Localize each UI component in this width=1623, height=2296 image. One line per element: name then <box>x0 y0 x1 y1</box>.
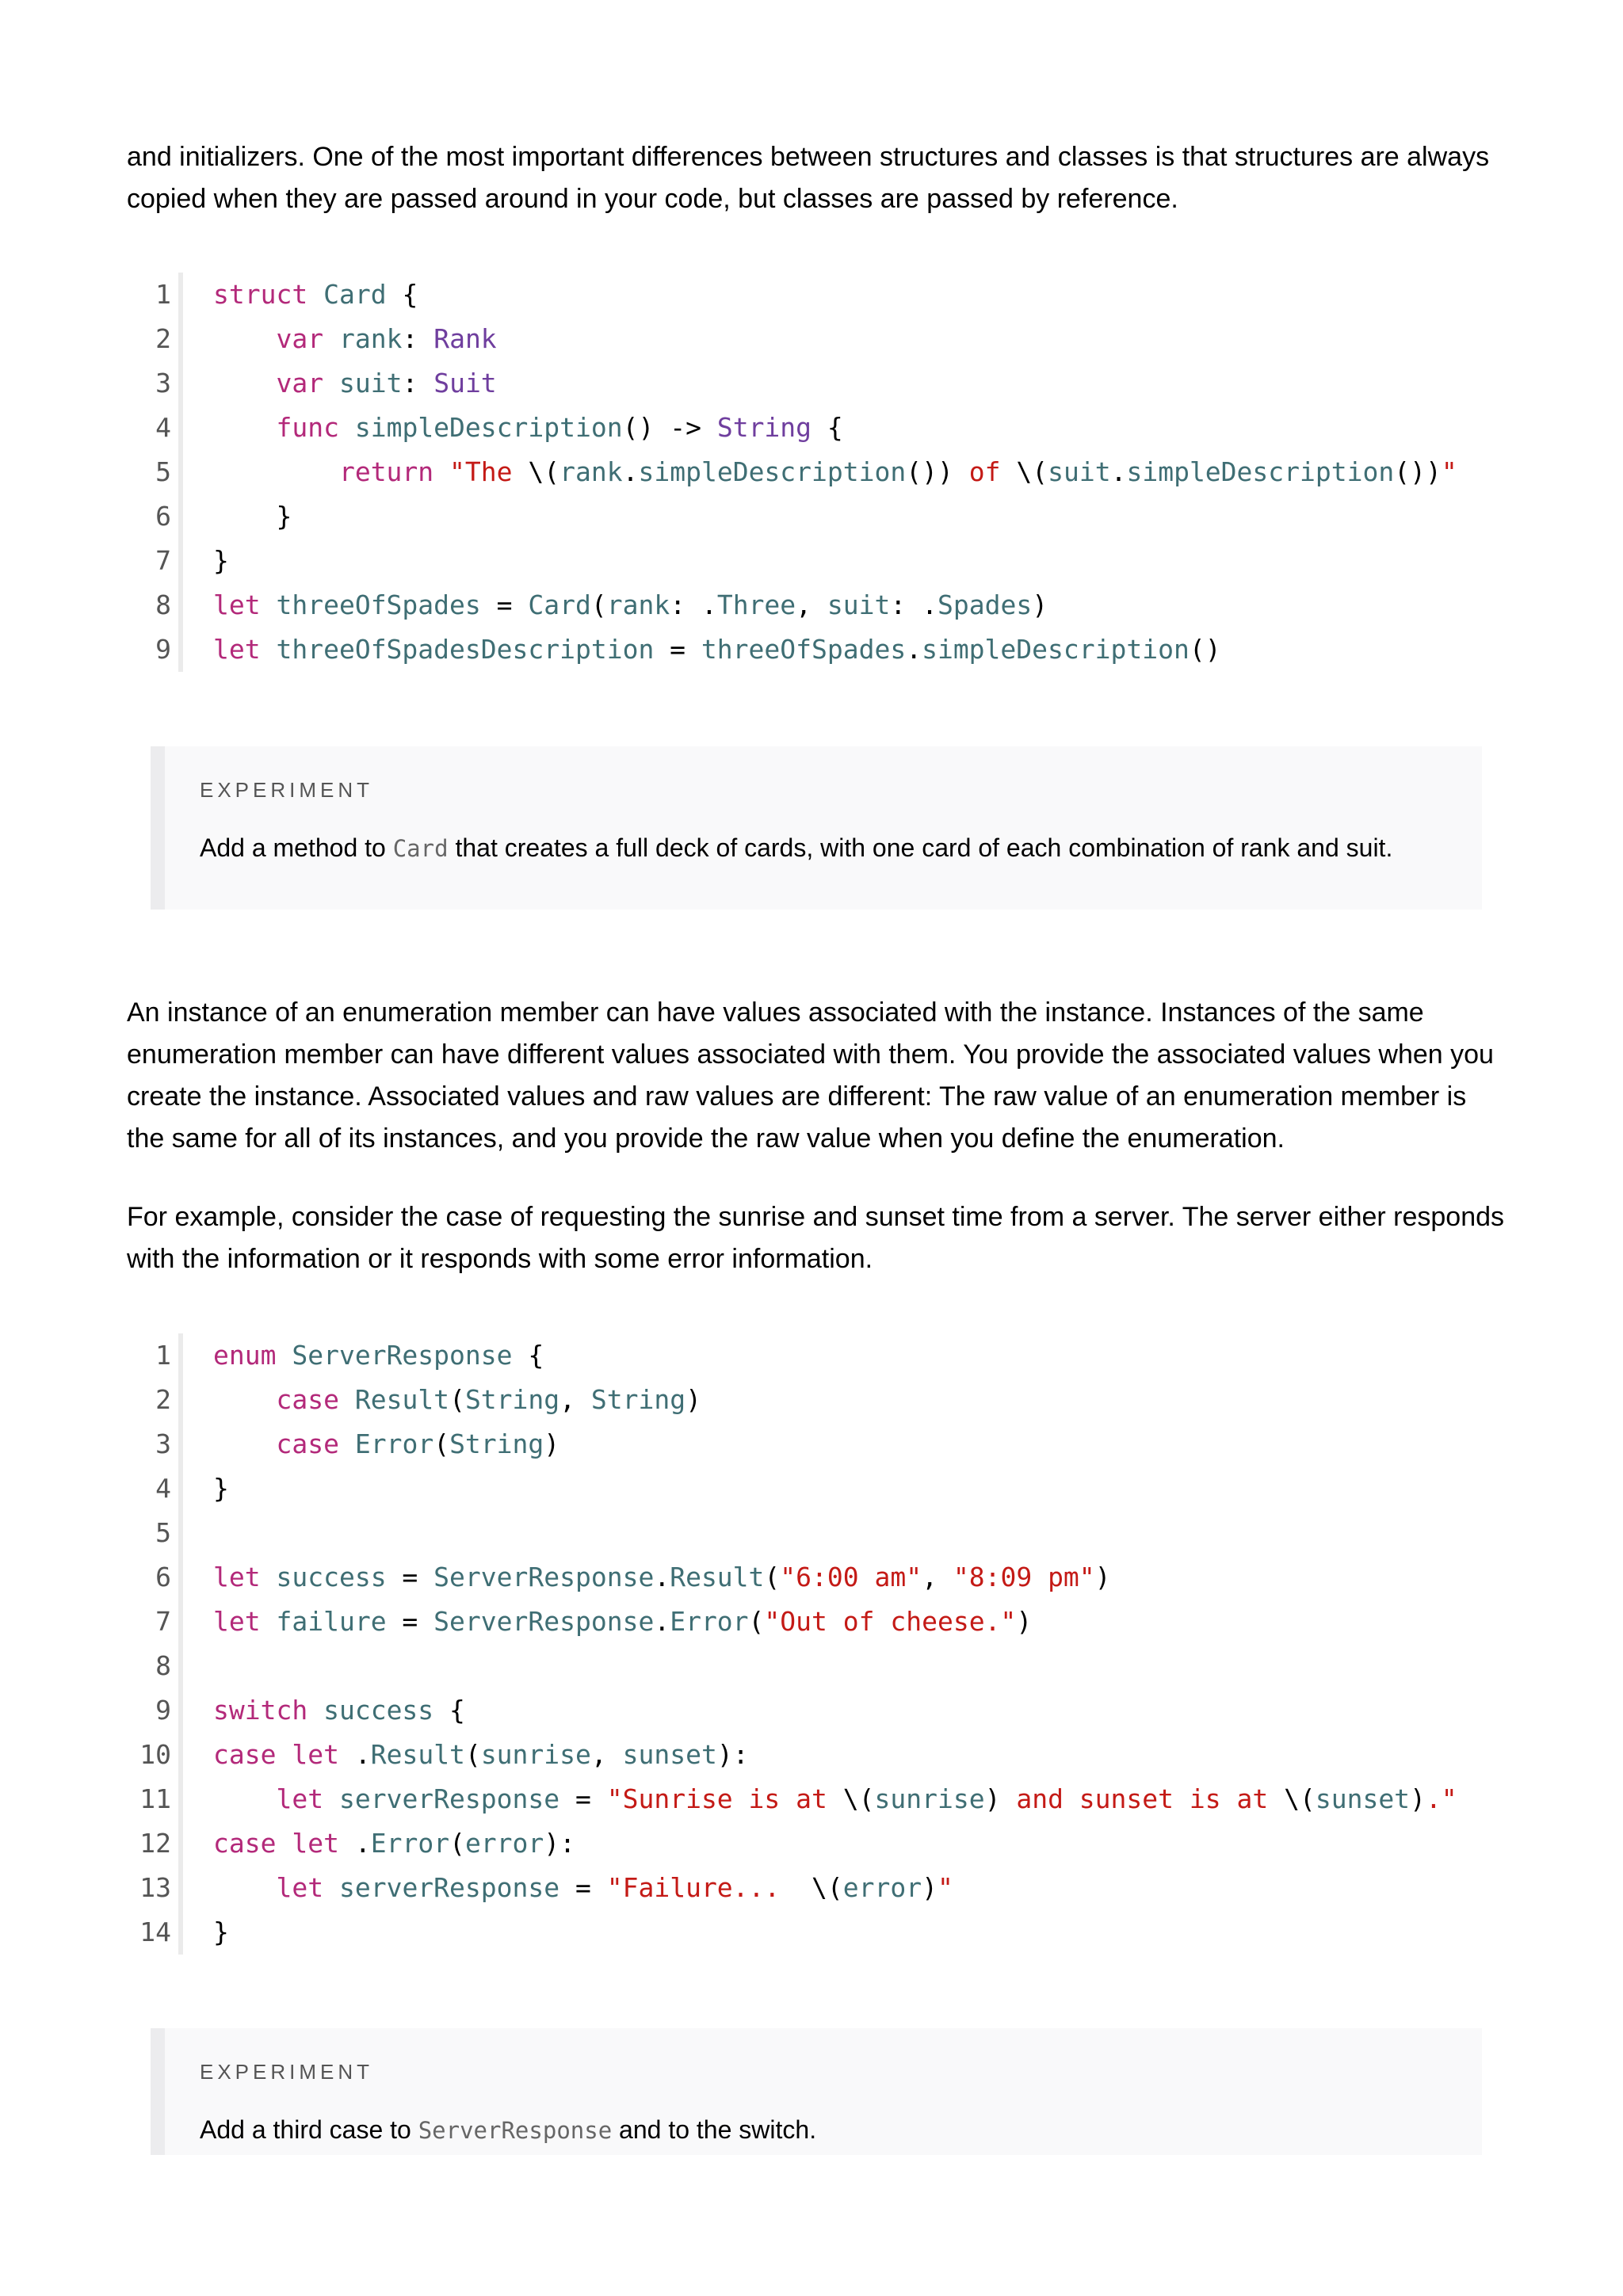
code-line <box>127 450 1522 494</box>
code-text: case let .Result(sunrise, sunset): <box>213 1739 749 1770</box>
code-line <box>127 317 1522 361</box>
inline-code-server-response: ServerResponse <box>418 2117 613 2144</box>
experiment-box-card <box>151 746 1482 910</box>
code-line <box>127 1688 1522 1733</box>
code-text: let threeOfSpades = Card(rank: .Three, suit: .Spades) <box>213 589 1048 620</box>
code-line <box>127 1821 1522 1866</box>
line-number: 7 <box>155 1606 171 1637</box>
code-text: switch success { <box>213 1695 465 1726</box>
gutter-bar <box>178 583 183 627</box>
code-text: let success = ServerResponse.Result("6:00 am", "8:09 pm") <box>213 1562 1111 1592</box>
line-number: 9 <box>155 1695 171 1726</box>
line-number: 5 <box>155 456 171 487</box>
experiment-text: Add a third case to ServerResponse and to the switch. <box>200 2115 817 2144</box>
code-text: } <box>213 501 292 532</box>
experiment-label: EXPERIMENT <box>200 778 374 802</box>
gutter-bar <box>178 1733 183 1777</box>
code-text: case Result(String, String) <box>276 1384 701 1415</box>
code-line <box>127 539 1522 583</box>
gutter-bar <box>178 1511 183 1555</box>
code-line <box>127 1910 1522 1955</box>
line-number: 1 <box>155 279 171 310</box>
paragraph-structures-vs-classes: and initializers. One of the most important differences between structures and classes is that structures are always copied when they are passed around in your code, but classes are passed by reference. <box>127 142 1490 214</box>
line-number: 2 <box>155 1384 171 1415</box>
code-text: var suit: Suit <box>276 368 497 399</box>
paragraph-associated-values: An instance of an enumeration member can have values associated with the instance. Instances of the same enumeration member can have different values associated with them. You provide the associated values when you create the instance. Associated values and raw values are different: The raw value of an enumeration member is the same for all of its instances, and you provide the raw value when you define the enumeration. <box>127 997 1494 1154</box>
gutter-bar <box>178 539 183 583</box>
line-number: 4 <box>155 412 171 443</box>
code-line <box>127 273 1522 317</box>
code-text: case Error(String) <box>276 1428 560 1459</box>
line-number: 13 <box>139 1872 171 1903</box>
gutter-bar <box>178 406 183 450</box>
code-line <box>127 627 1522 672</box>
code-text: let threeOfSpadesDescription = threeOfSpades.simpleDescription() <box>213 634 1221 665</box>
code-text: } <box>213 1473 229 1504</box>
code-text: } <box>213 1917 229 1947</box>
line-number: 6 <box>155 1562 171 1592</box>
code-line <box>127 406 1522 450</box>
code-block-card-struct <box>127 273 1522 672</box>
gutter-bar <box>178 273 183 317</box>
line-number: 11 <box>139 1783 171 1814</box>
gutter-bar <box>178 494 183 539</box>
inline-code-card: Card <box>392 835 449 862</box>
code-line <box>127 494 1522 539</box>
code-line <box>127 1378 1522 1422</box>
code-text: enum ServerResponse { <box>213 1340 544 1371</box>
code-line <box>127 1333 1522 1378</box>
gutter-bar <box>178 450 183 494</box>
gutter-bar <box>178 361 183 406</box>
code-line <box>127 1777 1522 1821</box>
gutter-bar <box>178 1644 183 1688</box>
line-number: 4 <box>155 1473 171 1504</box>
line-number: 10 <box>139 1739 171 1770</box>
gutter-bar <box>178 1821 183 1866</box>
code-text: let failure = ServerResponse.Error("Out of cheese.") <box>213 1606 1033 1637</box>
line-number: 9 <box>155 634 171 665</box>
code-line <box>127 583 1522 627</box>
gutter-bar <box>178 1866 183 1910</box>
code-block-server-response <box>127 1333 1522 1955</box>
gutter-bar <box>178 1688 183 1733</box>
gutter-bar <box>178 627 183 672</box>
experiment-label: EXPERIMENT <box>200 2060 374 2084</box>
code-line <box>127 1644 1522 1688</box>
gutter-bar <box>178 1422 183 1466</box>
line-number: 6 <box>155 501 171 532</box>
line-number: 8 <box>155 1650 171 1681</box>
code-line <box>127 361 1522 406</box>
code-text: case let .Error(error): <box>213 1828 576 1859</box>
line-number: 12 <box>139 1828 171 1859</box>
code-line <box>127 1422 1522 1466</box>
gutter-bar <box>178 317 183 361</box>
experiment-text: Add a method to Card that creates a full deck of cards, with one card of each combination of rank and suit. <box>200 833 1393 862</box>
gutter-bar <box>178 1777 183 1821</box>
code-text: var rank: Rank <box>276 323 497 354</box>
code-line <box>127 1466 1522 1511</box>
code-text: struct Card { <box>213 279 418 310</box>
code-line <box>127 1600 1522 1644</box>
gutter-bar <box>178 1466 183 1511</box>
code-line <box>127 1555 1522 1600</box>
gutter-bar <box>178 1333 183 1378</box>
line-number: 5 <box>155 1517 171 1548</box>
line-number: 8 <box>155 589 171 620</box>
code-text: let serverResponse = "Sunrise is at \(sunrise) and sunset is at \(sunset)." <box>276 1783 1457 1814</box>
line-number: 2 <box>155 323 171 354</box>
paragraph-sunrise-example: For example, consider the case of requesting the sunrise and sunset time from a server. The server either responds with the information or it responds with some error information. <box>127 1202 1505 1274</box>
code-text: return "The \(rank.simpleDescription()) of \(suit.simpleDescription())" <box>338 456 1457 487</box>
gutter-bar <box>178 1600 183 1644</box>
code-text: let serverResponse = "Failure... \(error)" <box>276 1872 953 1903</box>
gutter-bar <box>178 1555 183 1600</box>
line-number: 3 <box>155 368 171 399</box>
code-line <box>127 1733 1522 1777</box>
gutter-bar <box>178 1378 183 1422</box>
code-line <box>127 1866 1522 1910</box>
gutter-bar <box>178 1910 183 1955</box>
line-number: 1 <box>155 1340 171 1371</box>
code-line <box>127 1511 1522 1555</box>
line-number: 7 <box>155 545 171 576</box>
experiment-box-server-response <box>151 2028 1482 2155</box>
code-text: func simpleDescription() -> String { <box>276 412 843 443</box>
line-number: 14 <box>139 1917 171 1947</box>
code-text: } <box>213 545 229 576</box>
line-number: 3 <box>155 1428 171 1459</box>
